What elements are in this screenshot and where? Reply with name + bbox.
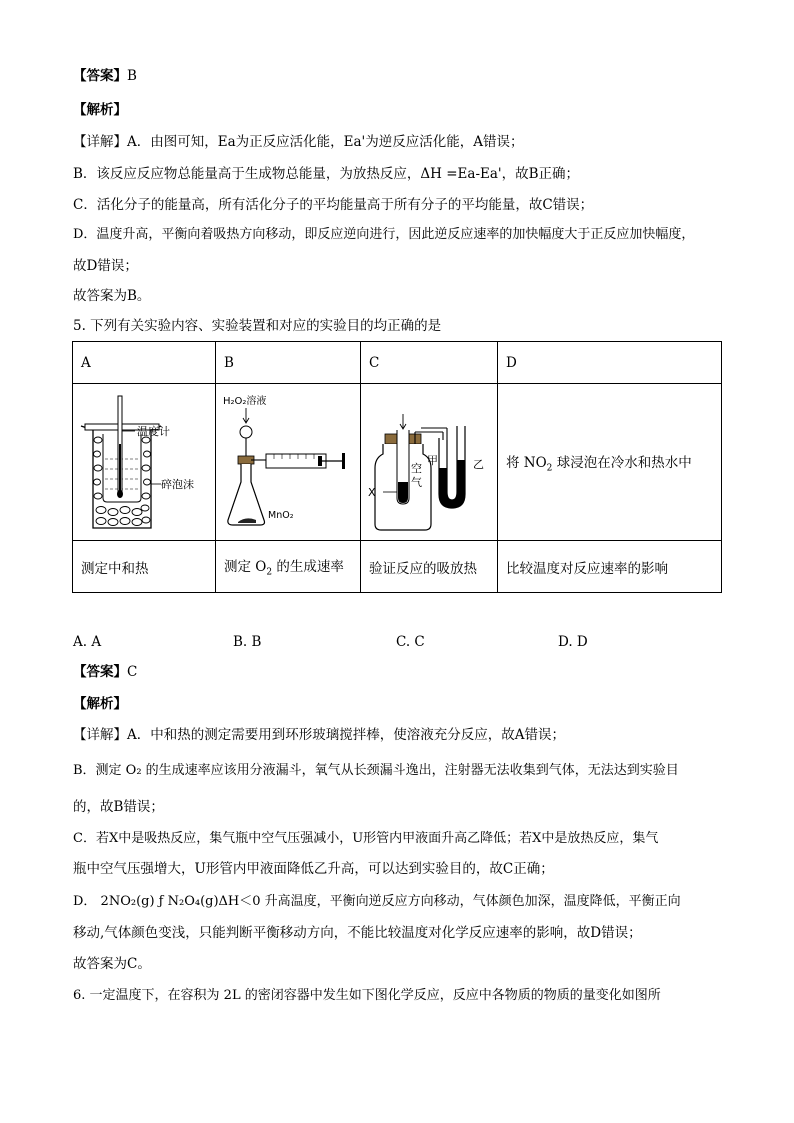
mno2-label: MnO₂ <box>268 510 294 521</box>
detail-d-line1: D．温度升高，平衡向着吸热方向移动，即反应逆向进行，因此逆反应速率的加快幅度大于正反应加快幅度， <box>73 227 695 242</box>
detail-a: 【详解】A．由图可知，Ea为正反应活化能，Ea'为逆反应活化能，A错误； <box>73 134 524 150</box>
figure-a-cell <box>73 384 216 541</box>
yi-label: 乙 <box>473 458 484 471</box>
caption-b <box>216 541 361 593</box>
u-tube-figure <box>361 384 498 540</box>
option-b: B. B <box>233 634 262 650</box>
answer-line-1 <box>73 66 137 86</box>
caption-b-sub: 2 <box>266 567 273 578</box>
detail-d-line2: 故D错误； <box>73 258 138 274</box>
syringe-flask-figure <box>216 384 361 540</box>
header-b: B <box>216 342 361 384</box>
air-label-2: 气 <box>411 476 422 489</box>
conclusion: 故答案为B。 <box>73 288 151 304</box>
analysis-label-2: 【解析】 <box>73 696 127 712</box>
question-5-stem: 5. 下列有关实验内容、实验装置和对应的实验目的均正确的是 <box>73 318 442 334</box>
caption-b-post: 的生成速率 <box>272 559 344 576</box>
question-6-stem: 6. 一定温度下，在容积为 2L 的密闭容器中发生如下图化学反应，反应中各物质的物质的量变化如图所 <box>73 988 661 1003</box>
thermometer-label: 温度计 <box>137 425 170 438</box>
caption-d: 比较温度对反应速率的影响 <box>498 541 722 593</box>
header-a: A <box>73 342 216 384</box>
caption-c: 验证反应的吸放热 <box>361 541 498 593</box>
figure-b-cell <box>216 384 361 541</box>
detail-c: C．活化分子的能量高，所有活化分子的平均能量高于所有分子的平均能量，故C错误； <box>73 197 594 213</box>
header-c: C <box>361 342 498 384</box>
answer-label: 【答案】 <box>73 68 127 84</box>
d-text-pre: 将 NO <box>506 454 547 471</box>
analysis-label: 【解析】 <box>73 102 127 118</box>
header-d: D <box>498 342 722 384</box>
calorimeter-figure <box>73 384 216 540</box>
figure-c-cell <box>361 384 498 541</box>
detail2-c-line2: 瓶中空气压强增大，U形管内甲液面降低乙升高，可以达到实验目的，故C正确； <box>73 861 554 877</box>
answer-label-2: 【答案】 <box>73 664 127 680</box>
d-text-post: 球浸泡在冷水和热水中 <box>552 454 692 471</box>
detail-b: B．该反应反应物总能量高于生成物总能量，为放热反应，ΔH =Ea-Ea'，故B正确； <box>73 166 580 182</box>
detail2-b-line1: B．测定 O₂ 的生成速率应该用分液漏斗，氧气从长颈漏斗逸出，注射器无法收集到气体，无法达到实验目 <box>73 763 679 778</box>
figure-d-cell <box>498 384 722 541</box>
experiment-table <box>72 341 722 593</box>
foam-label: 碎泡沫 <box>161 478 194 491</box>
air-label-1: 空 <box>411 462 422 475</box>
answer-value-2: C <box>127 664 138 680</box>
option-d: D. D <box>558 634 588 650</box>
detail2-c-line1: C．若X中是吸热反应，集气瓶中空气压强减小，U形管内甲液面升高乙降低；若X中是放热反应，集气 <box>73 831 659 846</box>
detail2-b-line2: 的，故B错误； <box>73 799 164 815</box>
detail2-d-line2: 移动,气体颜色变浅，只能判断平衡移动方向，不能比较温度对化学反应速率的影响，故D错误； <box>73 925 642 941</box>
h2o2-label: H₂O₂溶液 <box>223 396 267 407</box>
option-a: A. A <box>73 634 102 650</box>
detail2-d-line1: D． 2NO₂(g) ƒ N₂O₄(g)ΔH＜0 升高温度，平衡向逆反应方向移动，气体颜色加深，温度降低，平衡正向 <box>73 894 681 909</box>
answer-value: B <box>127 68 137 84</box>
caption-b-pre: 测定 O <box>224 559 267 576</box>
d-text-sub: 2 <box>546 463 553 474</box>
x-label: X <box>368 486 376 499</box>
conclusion-2: 故答案为C。 <box>73 956 151 972</box>
answer-line-2 <box>73 662 137 682</box>
jia-label: 甲 <box>427 454 438 467</box>
detail2-a: 【详解】A．中和热的测定需要用到环形玻璃搅拌棒，使溶液充分反应，故A错误； <box>73 727 565 743</box>
option-c: C. C <box>396 634 425 650</box>
caption-a: 测定中和热 <box>73 541 216 593</box>
